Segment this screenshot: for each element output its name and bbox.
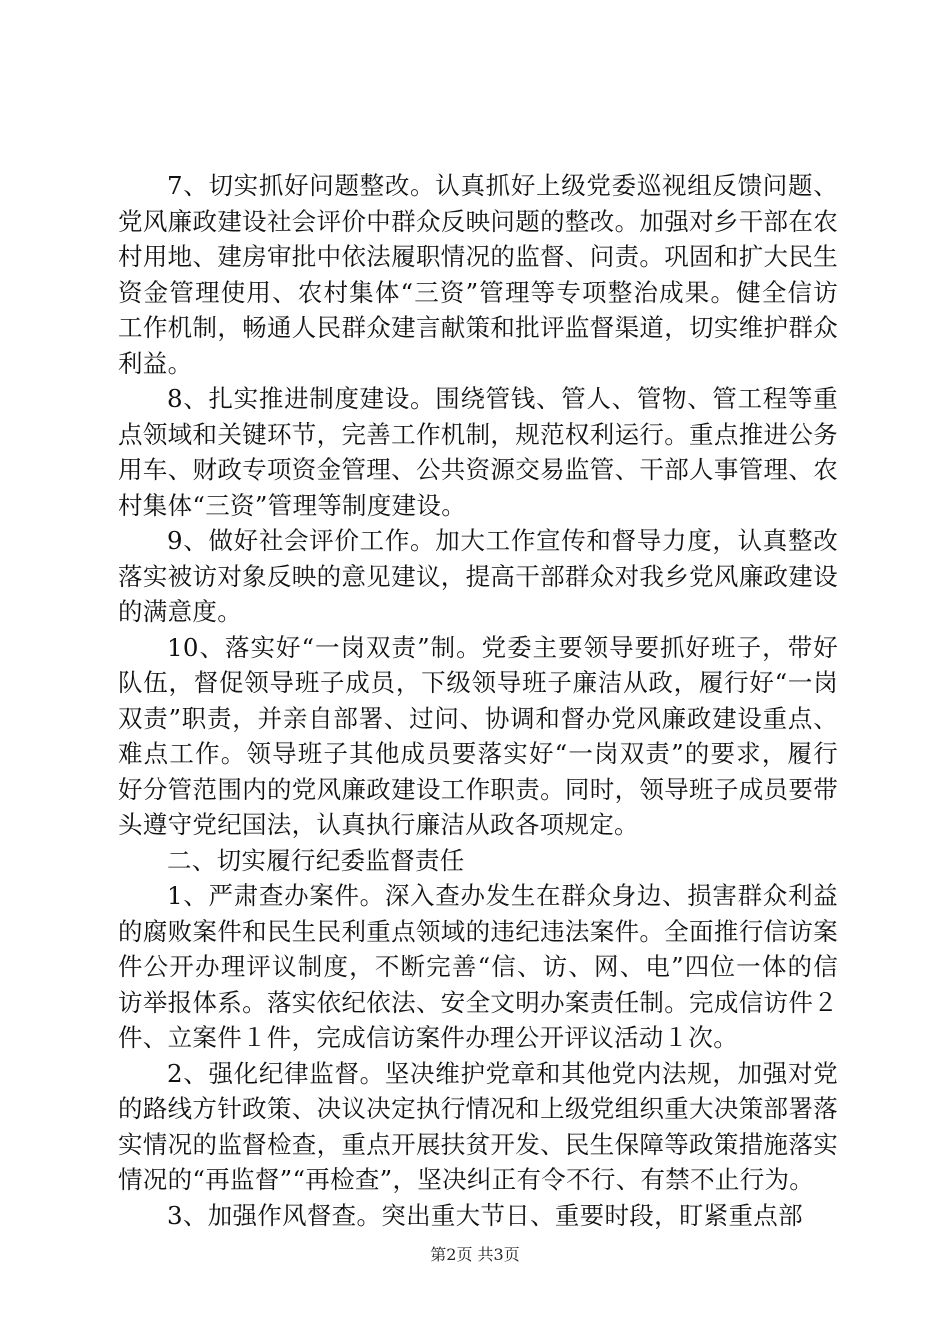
paragraph-item-3: 3、加强作风督查。突出重大节日、重要时段，盯紧重点部: [167, 1200, 803, 1230]
paragraph-item-8: 8、扎实推进制度建设。围绕管钱、管人、管物、管工程等重点领域和关键环节，完善工作机制，规范权利运行。重点推进公务用车、财政专项资金管理、公共资源交易监管、干部人事管理、农村集体“三资”管理等制度建设。: [118, 384, 838, 520]
document-body: [118, 168, 838, 1233]
paragraph-item-10: 10、落实好“一岗双责”制。党委主要领导要抓好班子，带好队伍，督促领导班子成员，下级领导班子廉洁从政，履行好“一岗双责”职责，并亲自部署、过问、协调和督办党风廉政建设重点、难点工作。领导班子其他成员要落实好“一岗双责”的要求，履行好分管范围内的党风廉政建设工作职责。同时，领导班子成员要带头遵守党纪国法，认真执行廉洁从政各项规定。: [118, 632, 838, 839]
page-footer: 第2页 共3页: [430, 1245, 520, 1264]
paragraph-item-9: 9、做好社会评价工作。加大工作宣传和督导力度，认真整改落实被访对象反映的意见建议，提高干部群众对我乡党风廉政建设的满意度。: [118, 526, 838, 626]
section-heading-2: 二、切实履行纪委监督责任: [167, 845, 465, 875]
paragraph-item-7: 7、切实抓好问题整改。认真抓好上级党委巡视组反馈问题、党风廉政建设社会评价中群众反映问题的整改。加强对乡干部在农村用地、建房审批中依法履职情况的监督、问责。巩固和扩大民生资金管理使用、农村集体“三资”管理等专项整治成果。健全信访工作机制，畅通人民群众建言献策和批评监督渠道，切实维护群众利益。: [118, 171, 838, 378]
paragraph-item-1: 1、严肃查办案件。深入查办发生在群众身边、损害群众利益的腐败案件和民生民利重点领域的违纪违法案件。全面推行信访案件公开办理评议制度，不断完善“信、访、网、电”四位一体的信访举报体系。落实依纪依法、安全文明办案责任制。完成信访件２件、立案件１件，完成信访案件办理公开评议活动１次。: [118, 881, 838, 1052]
paragraph-item-2: 2、强化纪律监督。坚决维护党章和其他党内法规，加强对党的路线方针政策、决议决定执行情况和上级党组织重大决策部署落实情况的监督检查，重点开展扶贫开发、民生保障等政策措施落实情况的“再监督”“再检查”，坚决纠正有令不行、有禁不止行为。: [118, 1058, 838, 1194]
